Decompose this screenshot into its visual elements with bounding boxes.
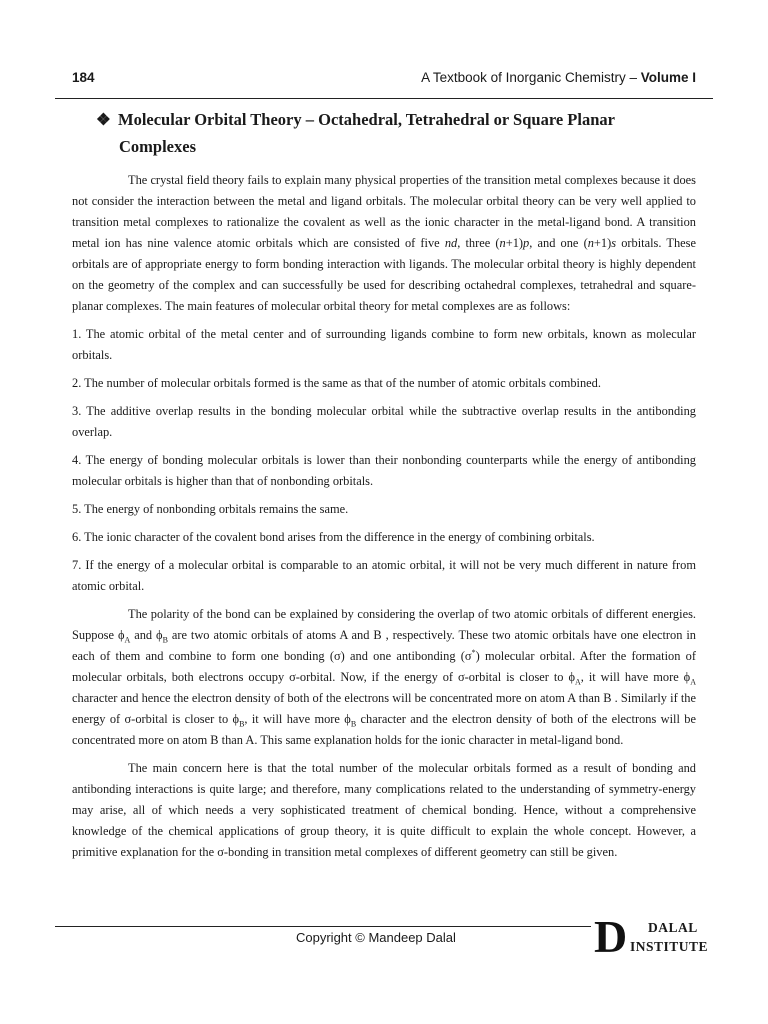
logo-letter: D <box>594 911 628 962</box>
page-header <box>72 68 696 90</box>
paragraph-concern: The main concern here is that the total number of the molecular orbitals formed as a result of bonding and antibonding interactions is quite large; and therefore, many complications related to the understanding of symmetry-energy may arise, all of which needs a very sophisticated treatment of chemical bonding. Hence, without a comprehensive knowledge of the chemical applications of group theory, it is quite difficult to explain the whole concept. However, a primitive explanation for the σ-bonding in transition metal complexes of different geometry can still be given. <box>72 761 696 859</box>
heading-line-1: Molecular Orbital Theory – Octahedral, Tetrahedral or Square Planar <box>118 110 615 129</box>
diamond-bullet-icon: ❖ <box>96 110 111 129</box>
book-title <box>421 70 696 85</box>
list-item: 2. The number of molecular orbitals formed is the same as that of the number of atomic orbitals combined. <box>72 376 601 390</box>
list-item: 5. The energy of nonbonding orbitals remains the same. <box>72 502 349 516</box>
logo-line-2: INSTITUTE <box>630 939 709 954</box>
header-divider <box>55 98 713 99</box>
paragraph-polarity: The polarity of the bond can be explained by considering the overlap of two atomic orbitals of different energies. Suppose $\phi_A$ and $\phi_B$ are two atomic orbitals of atoms A and B , respectively. These two atomic orbitals have one electron in each of them and combine to form one bonding (σ) and one antibonding (σ*) molecular orbital. After the formation of molecular orbitals, both electrons occupy σ-orbital. Now, if the energy of σ-orbital is closer to $\phi_A$, it will have more $\phi_A$ character and hence the electron density of both of the electrons will be concentrated more on atom A than B . Similarly if the energy of σ-orbital is closer to $\phi_B$, it will have more $\phi_B$ character and the electron density of both of the electrons will be concentrated more on atom B than A. This same explanation holds for the ionic character in metal-ligand bond. <box>72 607 696 747</box>
footer-divider <box>55 926 591 927</box>
list-item: 1. The atomic orbital of the metal center and of surrounding ligands combine to form new orbitals, known as molecular orbitals. <box>72 327 696 362</box>
dalal-institute-logo <box>594 911 719 962</box>
volume-label: Volume I <box>640 70 696 85</box>
paragraph-intro: The crystal field theory fails to explain many physical properties of the transition metal complexes because it does not consider the interaction between the metal and ligand orbitals. The molecular orbital theory can be very well applied to transition metal complexes to rationalize the covalent as well as the ionic character in the metal-ligand bond. A transition metal ion has nine valence atomic orbitals which are consisted of five nd, three (n+1)p, and one (n+1)s orbitals. These orbitals are of appropriate energy to form bonding interaction with ligands. The molecular orbital theory is highly dependent on the geometry of the complex and can successfully be used for describing octahedral complexes, tetrahedral and square-planar complexes. The main features of molecular orbital theory for metal complexes are as follows: <box>72 173 696 313</box>
copyright-notice: Copyright © Mandeep Dalal <box>296 930 456 945</box>
page-number: 184 <box>72 70 95 85</box>
list-item: 3. The additive overlap results in the bonding molecular orbital while the subtractive overlap results in the antibonding overlap. <box>72 404 696 439</box>
list-item: 7. If the energy of a molecular orbital is comparable to an atomic orbital, it will not be very much different in nature from atomic orbital. <box>72 558 696 593</box>
body-text <box>72 170 696 863</box>
logo-line-1: DALAL <box>648 920 698 935</box>
list-item: 6. The ionic character of the covalent bond arises from the difference in the energy of combining orbitals. <box>72 530 595 544</box>
list-item: 4. The energy of bonding molecular orbitals is lower than their nonbonding counterparts while the energy of antibonding molecular orbitals is higher than that of nonbonding orbitals. <box>72 453 696 488</box>
book-title-text: A Textbook of Inorganic Chemistry – <box>421 70 641 85</box>
section-heading <box>96 106 696 160</box>
heading-line-2: Complexes <box>119 137 196 156</box>
